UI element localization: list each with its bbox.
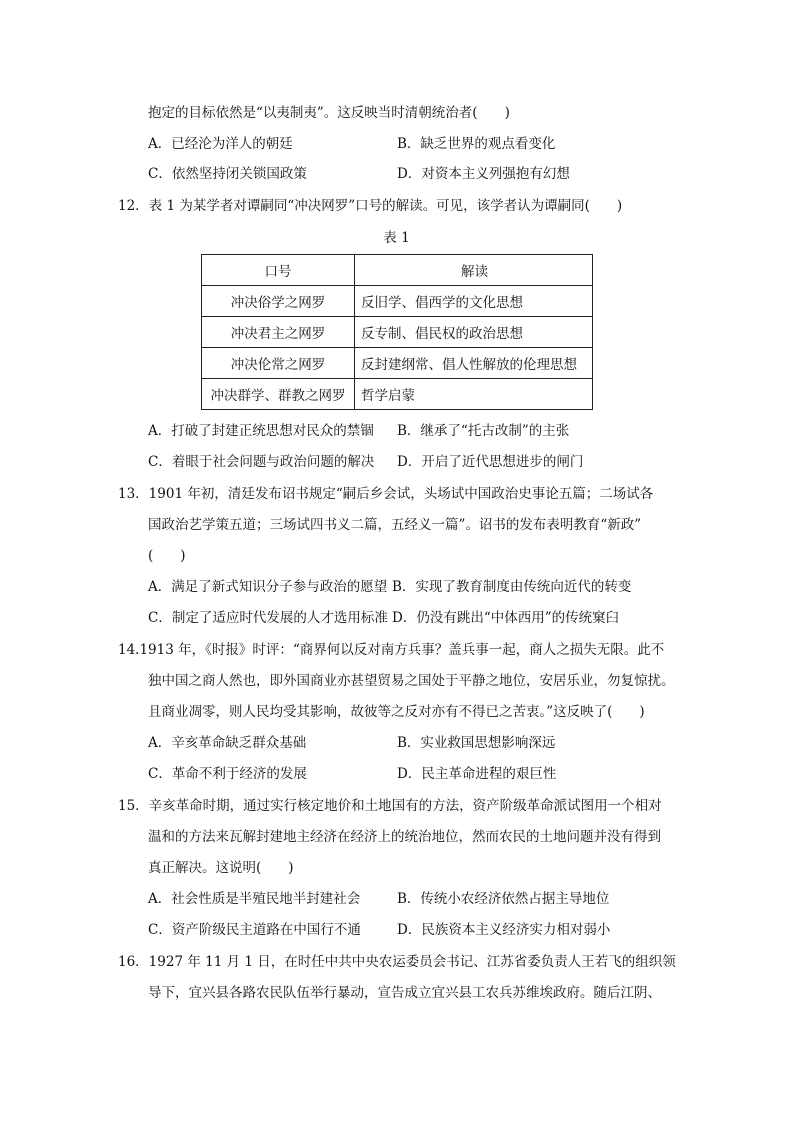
q16-stem-line-2: 导下，宜兴县各路农民队伍举行暴动，宣告成立宜兴县工农兵苏维埃政府。随后江阴、	[148, 985, 661, 1001]
q12-option-b: B．继承了“托古改制”的主张	[397, 423, 570, 439]
q11-option-b: B．缺乏世界的观点看变化	[397, 136, 556, 152]
table-header-interpretation: 解读	[355, 255, 593, 286]
table-row	[202, 379, 593, 410]
table-header-slogan: 口号	[202, 255, 355, 286]
q15-option-a: A．社会性质是半殖民地半封建社会	[148, 891, 361, 907]
q15-option-b: B．传统小农经济依然占据主导地位	[397, 891, 610, 907]
table-cell-interpretation: 反封建纲常、倡人性解放的伦理思想	[355, 348, 593, 379]
q15-stem-line-3: 真正解决。这说明( )	[148, 860, 294, 876]
q11-option-a: A．已经沦为洋人的朝廷	[148, 136, 293, 152]
table-cell-interpretation: 哲学启蒙	[355, 379, 593, 410]
q13-answer-blank: ( )	[148, 548, 186, 564]
q15-stem-line-1: 15．辛亥革命时期，通过实行核定地价和土地国有的方法，资产阶级革命派试图用一个相对	[118, 798, 662, 814]
table-row	[202, 286, 593, 317]
q14-stem-line-1: 14.1913 年，《时报》时评：“商界何以反对南方兵事？盖兵事一起，商人之损失无限。此不	[118, 642, 665, 658]
table-cell-slogan: 冲决群学、群教之网罗	[202, 379, 355, 410]
table-cell-slogan: 冲决俗学之网罗	[202, 286, 355, 317]
q13-stem-line-1: 13．1901 年初，清廷发布诏书规定“嗣后乡会试，头场试中国政治史事论五篇；二场试各	[118, 486, 654, 502]
q14-option-d: D．民主革命进程的艰巨性	[397, 766, 557, 782]
table-header-row	[202, 255, 593, 286]
table-1-title: 表 1	[383, 230, 410, 246]
q13-option-a: A．满足了新式知识分子参与政治的愿望	[148, 579, 388, 595]
q13-option-c: C．制定了适应时代发展的人才选用标准	[148, 610, 388, 626]
q11-option-d: D．对资本主义列强抱有幻想	[397, 166, 570, 182]
q12-option-d: D．开启了近代思想进步的闸门	[397, 454, 584, 470]
q14-option-c: C．革命不利于经济的发展	[148, 766, 307, 782]
table-cell-slogan: 冲决君主之网罗	[202, 317, 355, 348]
q13-stem-line-2: 国政治艺学策五道；三场试四书义二篇，五经义一篇”。诏书的发布表明教育“新政”	[148, 517, 642, 533]
q16-stem-line-1: 16．1927 年 11 月 1 日，在时任中共中央农运委员会书记、江苏省委负责人王若飞的组织领	[118, 954, 676, 970]
q12-option-c: C．着眼于社会问题与政治问题的解决	[148, 454, 375, 470]
q13-option-d: D．仍没有跳出“中体西用”的传统窠臼	[392, 610, 620, 626]
q13-option-b: B．实现了教育制度由传统向近代的转变	[392, 579, 632, 595]
q14-option-b: B．实业救国思想影响深远	[397, 735, 556, 751]
q15-stem-line-2: 温和的方法来瓦解封建地主经济在经济上的统治地位，然而农民的土地问题并没有得到	[148, 829, 661, 845]
q11-stem-tail: 抱定的目标依然是“以夷制夷”。这反映当时清朝统治者( )	[148, 105, 510, 121]
q14-stem-line-2: 独中国之商人然也，即外国商业亦甚望贸易之国处于平静之地位，安居乐业，勿复惊扰。	[148, 673, 675, 689]
q12-option-a: A．打破了封建正统思想对民众的禁锢	[148, 423, 374, 439]
table-cell-slogan: 冲决伦常之网罗	[202, 348, 355, 379]
q12-stem: 12．表 1 为某学者对谭嗣同“冲决网罗”口号的解读。可见，该学者认为谭嗣同( )	[118, 198, 623, 214]
table-cell-interpretation: 反专制、倡民权的政治思想	[355, 317, 593, 348]
q15-option-d: D．民族资本主义经济实力相对弱小	[397, 922, 611, 938]
table-row	[202, 348, 593, 379]
slogan-interpretation-table	[201, 254, 593, 410]
table-row	[202, 317, 593, 348]
table-cell-interpretation: 反旧学、倡西学的文化思想	[355, 286, 593, 317]
q14-stem-line-3: 且商业凋零，则人民均受其影响，故彼等之反对亦有不得已之苦衷。”这反映了( )	[148, 704, 645, 720]
q11-option-c: C．依然坚持闭关锁国政策	[148, 166, 307, 182]
q14-option-a: A．辛亥革命缺乏群众基础	[148, 735, 307, 751]
q15-option-c: C．资产阶级民主道路在中国行不通	[148, 922, 361, 938]
